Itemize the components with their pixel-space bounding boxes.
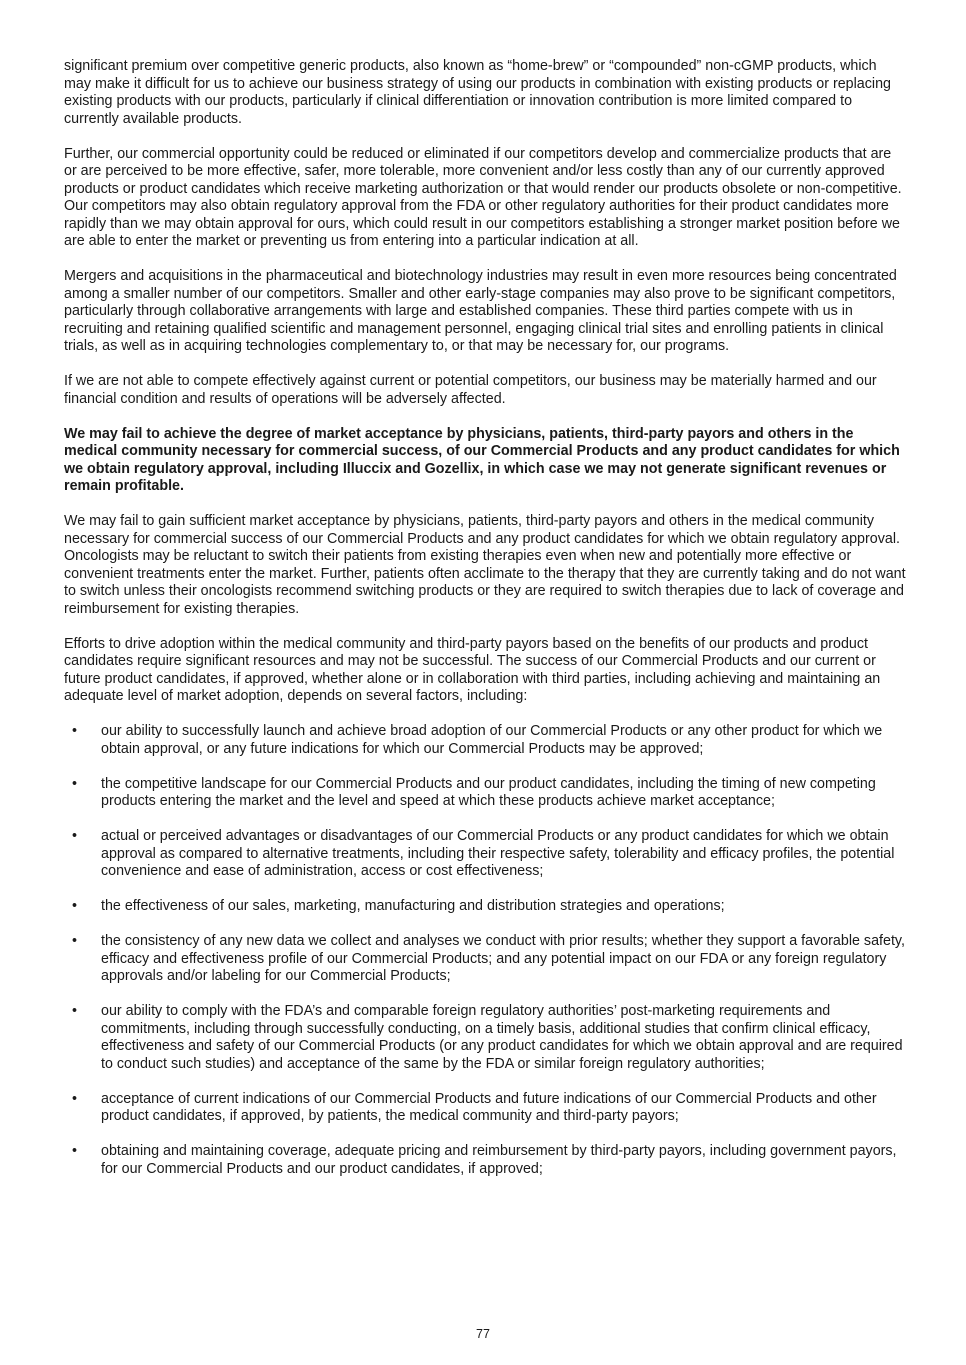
- bullet-marker: •: [72, 1143, 78, 1159]
- list-item: [64, 898, 906, 916]
- list-item-text: the effectiveness of our sales, marketing, manufacturing and distribution strategies and operations;: [101, 898, 725, 914]
- list-item-text: the competitive landscape for our Commercial Products and our product candidates, including the timing of new competing products entering the market and the level and speed at which these products achieve market acceptance;: [101, 775, 876, 809]
- page-number: 77: [476, 1327, 490, 1341]
- list-item-text: actual or perceived advantages or disadvantages of our Commercial Products or any product candidates for which we obtain approval as compared to alternative treatments, including their respective safety, tolerability and efficacy profiles, the potential convenience and ease of administration, access or cost effectiveness;: [101, 828, 895, 879]
- list-item: [64, 828, 906, 881]
- bullet-marker: •: [72, 1090, 78, 1107]
- list-item: [64, 933, 906, 986]
- list-item-text: acceptance of current indications of our Commercial Products and future indications of our Commercial Products and other product candidates, if approved, by patients, the medical community and third-party payors;: [101, 1090, 877, 1124]
- list-item-text: our ability to comply with the FDA’s and comparable foreign regulatory authorities’ post-marketing requirements and commitments, including through successfully conducting, on a timely basis, additional studies that confirm clinical efficacy, effectiveness and safety of our Commercial Products (or any product candidates for which we obtain approval and are required to conduct such studies) and acceptance of the same by the FDA or similar foreign regulatory authorities;: [101, 1003, 903, 1072]
- paragraph-commercial-opportunity: Further, our commercial opportunity could be reduced or eliminated if our competitors develop and commercialize products that are or are perceived to be more effective, safer, more tolerable, more convenient and/or less costly than any of our currently approved products or product candidates which receive marketing authorization or that would render our products obsolete or non-competitive. Our competitors may also obtain regulatory approval from the FDA or other regulatory authorities for their product candidates more rapidly than we may obtain approval for ours, which could result in our competitors establishing a stronger market position before we are able to enter the market or preventing us from entering into a particular indication at all.: [64, 145, 902, 249]
- paragraph-market-acceptance: We may fail to gain sufficient market acceptance by physicians, patients, third-party payors and others in the medical community necessary for commercial success of our Commercial Products and any product candidates for which we obtain regulatory approval. Oncologists may be reluctant to switch their patients from existing therapies even when new and potentially more effective or convenient treatments enter the market. Further, patients often acclimate to the therapy that they are currently taking and do not want to switch unless their oncologists recommend switching products or they are required to switch therapies due to lack of coverage and reimbursement for existing therapies.: [64, 513, 906, 617]
- bullet-marker: •: [72, 898, 78, 914]
- document-page: [64, 58, 906, 1196]
- list-item: [64, 1091, 906, 1126]
- bullet-marker: •: [72, 775, 78, 792]
- list-item: [64, 1003, 906, 1073]
- list-item-text: the consistency of any new data we collect and analyses we conduct with prior results; whether they support a favorable safety, efficacy and effectiveness profile of our Commercial Products; and any potential impact on our FDA or any foreign regulatory approvals and/or labeling for our Commercial Products;: [101, 933, 905, 984]
- paragraph-drive-adoption: Efforts to drive adoption within the medical community and third-party payors based on the benefits of our products and product candidates require significant resources and may not be successful. The success of our Commercial Products and our current or future product candidates, if approved, whether alone or in collaboration with third parties, including achieving and maintaining an adequate level of market adoption, depends on several factors, including:: [64, 635, 881, 704]
- factors-list: [64, 723, 906, 1178]
- bullet-marker: •: [72, 933, 78, 949]
- list-item: [64, 723, 906, 758]
- paragraph-competitive-premium: significant premium over competitive generic products, also known as “home-brew” or “compounded” non-cGMP products, which may make it difficult for us to achieve our business strategy of using our products in combination with existing products or replacing existing products with our products, particularly if clinical differentiation or innovation contribution is more limited compared to currently available products.: [64, 58, 891, 127]
- bullet-marker: •: [72, 828, 78, 844]
- bullet-marker: •: [72, 723, 78, 739]
- list-item: [64, 1143, 906, 1178]
- paragraph-compete-effectively: If we are not able to compete effectively against current or potential competitors, our business may be materially harmed and our financial condition and results of operations will be adversely affected.: [64, 373, 877, 407]
- risk-factor-heading: We may fail to achieve the degree of market acceptance by physicians, patients, third-party payors and others in the medical community necessary for commercial success, of our Commercial Products and any product candidates for which we obtain regulatory approval, including Illuccix and Gozellix, in which case we may not generate significant revenues or remain profitable.: [64, 425, 900, 494]
- bullet-marker: •: [72, 1003, 78, 1019]
- paragraph-mergers-acquisitions: Mergers and acquisitions in the pharmaceutical and biotechnology industries may result in even more resources being concentrated among a smaller number of our competitors. Smaller and other early-stage companies may also prove to be significant competitors, particularly through collaborative arrangements with large and established companies. These third parties compete with us in recruiting and retaining qualified scientific and management personnel, engaging clinical trial sites and enrolling patients in clinical trials, as well as in acquiring technologies complementary to, or that may be necessary for, our programs.: [64, 268, 897, 354]
- list-item: [64, 776, 906, 811]
- list-item-text: our ability to successfully launch and achieve broad adoption of our Commercial Products or any other product for which we obtain approval, or any future indications for which our Commercial Products may be approved;: [101, 723, 883, 757]
- list-item-text: obtaining and maintaining coverage, adequate pricing and reimbursement by third-party payors, including government payors, for our Commercial Products and our product candidates, if approved;: [101, 1143, 897, 1177]
